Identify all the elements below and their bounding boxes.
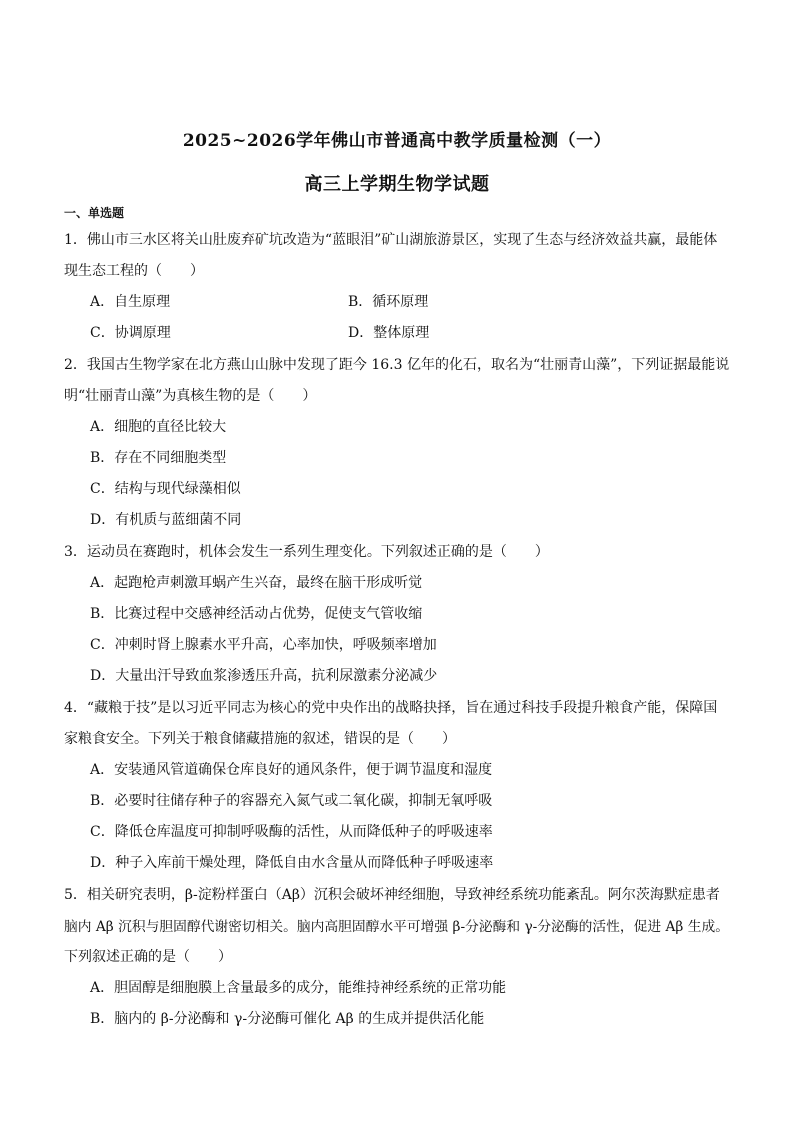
q2-option-d: D．有机质与蓝细菌不同	[90, 512, 242, 528]
exam-title: 2025~2026学年佛山市普通高中教学质量检测（一）	[182, 131, 612, 151]
q3-option-a: A．起跑枪声刺激耳蜗产生兴奋，最终在脑干形成听觉	[90, 575, 423, 591]
q5-option-a: A．胆固醇是细胞膜上含量最多的成分，能维持神经系统的正常功能	[90, 980, 507, 996]
q5-stem-line2: 脑内 Aβ 沉积与胆固醇代谢密切相关。脑内高胆固醇水平可增强 β-分泌酶和 γ-分泌酶的活性，促进 Aβ 生成。	[64, 919, 729, 935]
q2-option-c: C．结构与现代绿藻相似	[90, 481, 241, 497]
q2-stem-line1: 2．我国古生物学家在北方燕山山脉中发现了距今 16.3 亿年的化石，取名为“壮丽青山藻”，下列证据最能说	[64, 357, 730, 373]
q1-option-d: D．整体原理	[348, 325, 430, 341]
q1-option-a: A．自生原理	[90, 294, 171, 310]
q3-option-d: D．大量出汗导致血浆渗透压升高，抗利尿激素分泌减少	[90, 668, 438, 684]
q4-option-b: B．必要时往储存种子的容器充入氮气或二氧化碳，抑制无氧呼吸	[90, 793, 493, 809]
section-heading: 一、单选题	[64, 206, 125, 220]
q4-stem-line2: 家粮食安全。下列关于粮食储藏措施的叙述，错误的是（ ）	[64, 731, 456, 747]
q3-option-b: B．比赛过程中交感神经活动占优势，促使支气管收缩	[90, 606, 423, 622]
q4-option-a: A．安装通风管道确保仓库良好的通风条件，便于调节温度和湿度	[90, 762, 493, 778]
q2-option-a: A．细胞的直径比较大	[90, 419, 227, 435]
q4-stem-line1: 4．“藏粮于技”是以习近平同志为核心的党中央作出的战略抉择，旨在通过科技手段提升粮食产能，保障国	[64, 700, 718, 716]
q3-stem-line1: 3．运动员在赛跑时，机体会发生一系列生理变化。下列叙述正确的是（ ）	[64, 544, 549, 560]
q1-option-b: B．循环原理	[348, 294, 429, 310]
exam-subtitle: 高三上学期生物学试题	[304, 174, 490, 195]
q5-stem-line3: 下列叙述正确的是（ ）	[64, 949, 232, 965]
q1-stem-line2: 现生态工程的（ ）	[64, 263, 204, 279]
q4-option-c: C．降低仓库温度可抑制呼吸酶的活性，从而降低种子的呼吸速率	[90, 824, 493, 840]
q2-option-b: B．存在不同细胞类型	[90, 450, 227, 466]
q1-stem-line1: 1．佛山市三水区将关山肚废弃矿坑改造为“蓝眼泪”矿山湖旅游景区，实现了生态与经济效益共赢，最能体	[64, 232, 718, 248]
q2-stem-line2: 明“壮丽青山藻”为真核生物的是（ ）	[64, 388, 317, 404]
q5-stem-line1: 5．相关研究表明，β-淀粉样蛋白（Aβ）沉积会破坏神经细胞，导致神经系统功能紊乱。阿尔茨海默症患者	[64, 887, 720, 903]
q3-option-c: C．冲刺时肾上腺素水平升高，心率加快，呼吸频率增加	[90, 637, 437, 653]
q5-option-b: B．脑内的 β-分泌酶和 γ-分泌酶可催化 Aβ 的生成并提供活化能	[90, 1011, 485, 1027]
q4-option-d: D．种子入库前干燥处理，降低自由水含量从而降低种子呼吸速率	[90, 855, 494, 871]
q1-option-c: C．协调原理	[90, 325, 171, 341]
